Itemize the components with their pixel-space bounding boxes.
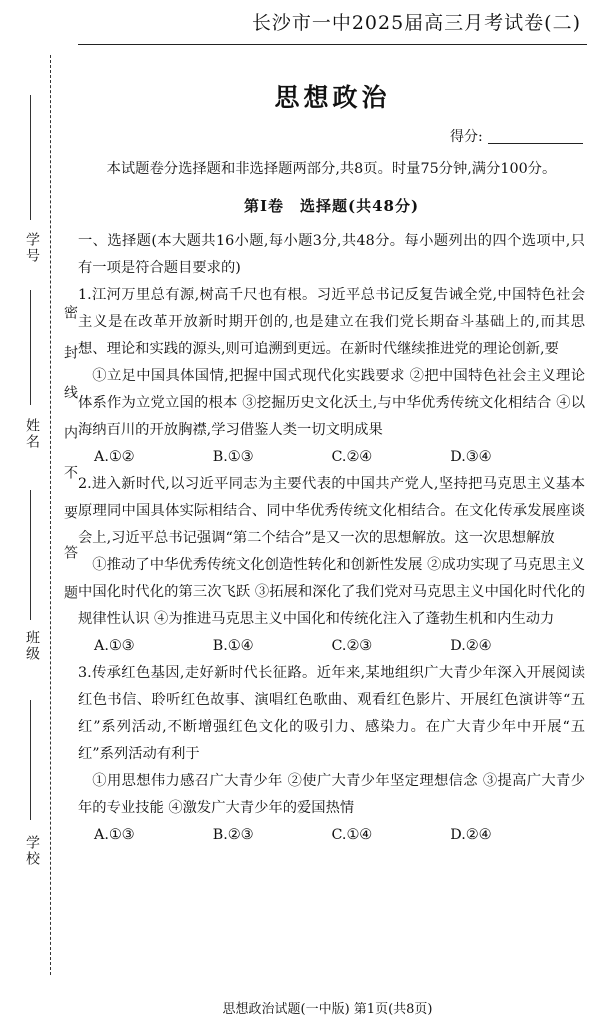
class-label: 班级: [24, 630, 40, 662]
intro-text: 本试题卷分选择题和非选择题两部分,共8页。时量75分钟,满分100分。: [106, 161, 557, 177]
instructions: 一、选择题(本大题共16小题,每小题3分,共48分。每小题列出的四个选项中,只有一项是符合题目要求的): [78, 233, 585, 276]
seal-text: 密封线内不要答题: [62, 305, 78, 625]
binding-margin: [0, 0, 78, 1025]
choice-a[interactable]: A.①③: [94, 638, 135, 654]
choice-c[interactable]: C.②④: [331, 449, 373, 465]
name-label: 姓名: [24, 418, 40, 450]
question-options: ①推动了中华优秀传统文化创造性转化和创新性发展 ②成功实现了马克思主义中国化时代化的第三次飞跃 ③拓展和深化了我们党对马克思主义中国化时代化的规律性认识 ④为推进马克思主义中国化和传统化注入了蓬勃生机和内生动力: [78, 557, 585, 627]
answer-choices: [78, 444, 585, 471]
choice-c[interactable]: C.①④: [331, 827, 373, 843]
score-blank: [488, 143, 583, 144]
section-title: 选择题(共48分): [299, 197, 420, 215]
choice-b[interactable]: B.②③: [212, 827, 254, 843]
header-rule: [78, 44, 587, 45]
question-stem: 1.江河万里总有源,树高千尺也有根。习近平总书记反复告诫全党,中国特色社会主义是在改革开放新时期开创的,也是建立在我们党长期奋斗基础上的,而其思想、理论和实践的源头,则可追溯到更远。在新时代继续推进党的理论创新,要: [78, 287, 585, 357]
choice-c[interactable]: C.②③: [331, 638, 373, 654]
section-part: 第Ⅰ卷: [243, 197, 284, 215]
question-3: [78, 660, 585, 849]
question-options: ①立足中国具体国情,把握中国式现代化实践要求 ②把中国特色社会主义理论体系作为立党立国的根本 ③挖掘历史文化沃土,与中华优秀传统文化相结合 ④以海纳百川的开放胸襟,学习借鉴人类一切文明成果: [78, 368, 585, 438]
section-heading: [78, 193, 585, 220]
choice-b[interactable]: B.①④: [212, 638, 254, 654]
school-label: 学校: [24, 835, 40, 867]
choice-d[interactable]: D.②④: [450, 827, 492, 843]
student-id-label: 学号: [24, 232, 40, 264]
score-label: 得分:: [450, 129, 483, 145]
class-blank: [30, 490, 31, 620]
choice-d[interactable]: D.②④: [450, 638, 492, 654]
exam-header-title: 长沙市一中2025届高三月考试卷(二): [251, 12, 581, 34]
name-blank: [30, 290, 31, 405]
question-1: [78, 282, 585, 471]
choice-d[interactable]: D.③④: [450, 449, 492, 465]
question-2: [78, 471, 585, 660]
choice-a[interactable]: A.①③: [94, 827, 135, 843]
question-options: ①用思想伟力感召广大青少年 ②使广大青少年坚定理想信念 ③提高广大青少年的专业技能 ④激发广大青少年的爱国热情: [78, 773, 585, 816]
answer-choices: [78, 633, 585, 660]
answer-choices: [78, 822, 585, 849]
question-stem: 3.传承红色基因,走好新时代长征路。近年来,某地组织广大青少年深入开展阅读红色书信、聆听红色故事、演唱红色歌曲、观看红色影片、开展红色演讲等“五红”系列活动,不断增强红色文化的吸引力、感染力。在广大青少年中开展“五红”系列活动有利于: [78, 665, 585, 762]
choice-a[interactable]: A.①②: [94, 449, 135, 465]
exam-content: [78, 156, 585, 849]
page-footer: 思想政治试题(一中版) 第1页(共8页): [222, 1002, 433, 1017]
subject-title: 思想政治: [274, 83, 391, 112]
choice-b[interactable]: B.①③: [212, 449, 254, 465]
seal-dashed-line: [50, 55, 51, 975]
school-blank: [30, 700, 31, 820]
question-stem: 2.进入新时代,以习近平同志为主要代表的中国共产党人,坚持把马克思主义基本原理同中国具体实际相结合、同中华优秀传统文化相结合。在文化传承发展座谈会上,习近平总书记强调“第二个结合”是又一次的思想解放。这一次思想解放: [78, 476, 585, 546]
